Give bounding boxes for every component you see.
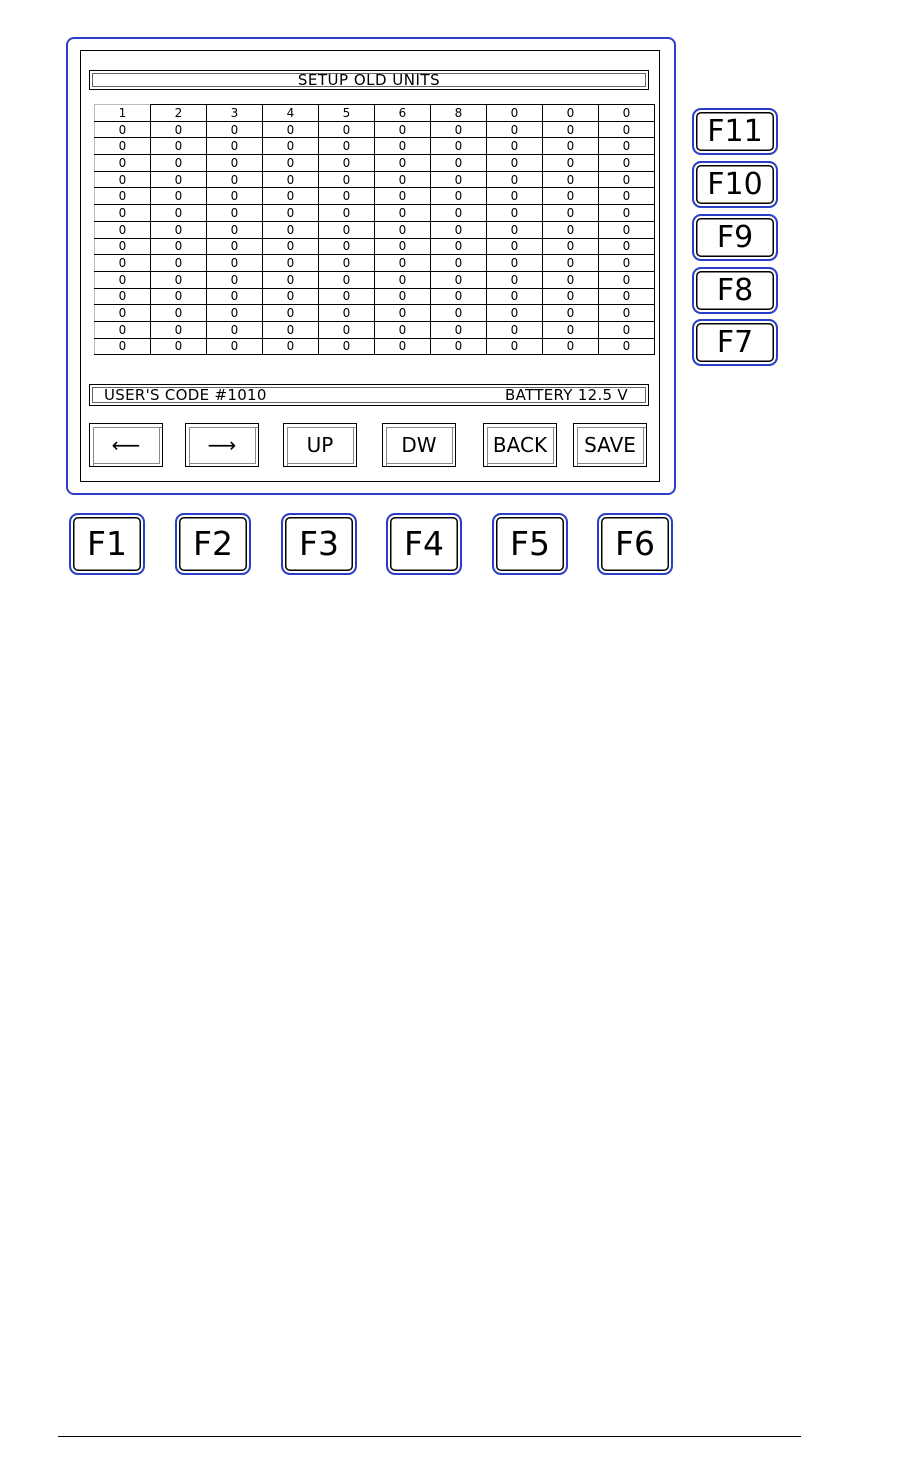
table-cell[interactable]: 0 xyxy=(431,155,487,172)
table-cell[interactable]: 0 xyxy=(263,321,319,338)
battery-label: BATTERY 12.5 V xyxy=(505,386,628,404)
table-row xyxy=(95,321,655,338)
table-cell[interactable]: 0 xyxy=(487,121,543,138)
table-cell[interactable]: 0 xyxy=(375,238,431,255)
table-cell[interactable]: 0 xyxy=(263,138,319,155)
table-cell[interactable]: 0 xyxy=(487,338,543,355)
table-cell[interactable]: 0 xyxy=(207,255,263,272)
table-cell[interactable]: 0 xyxy=(543,171,599,188)
table-cell[interactable]: 0 xyxy=(543,255,599,272)
f6-key[interactable]: F6 xyxy=(597,513,673,575)
table-cell[interactable]: 0 xyxy=(207,238,263,255)
table-cell[interactable]: 0 xyxy=(599,338,655,355)
table-cell[interactable]: 0 xyxy=(543,271,599,288)
table-header-row xyxy=(95,105,655,122)
table-cell[interactable]: 0 xyxy=(599,138,655,155)
column-header[interactable]: 2 xyxy=(151,105,207,122)
column-header[interactable]: 3 xyxy=(207,105,263,122)
table-cell[interactable]: 0 xyxy=(151,288,207,305)
table-cell[interactable]: 0 xyxy=(375,271,431,288)
table-row xyxy=(95,271,655,288)
column-header[interactable]: 1 xyxy=(95,105,151,122)
table-cell[interactable]: 0 xyxy=(487,288,543,305)
table-cell[interactable]: 0 xyxy=(207,121,263,138)
screen-title: SETUP OLD UNITS xyxy=(89,70,649,90)
table-cell[interactable]: 0 xyxy=(375,288,431,305)
column-header[interactable]: 6 xyxy=(375,105,431,122)
table-row xyxy=(95,205,655,222)
table-cell[interactable]: 0 xyxy=(263,338,319,355)
table-row xyxy=(95,171,655,188)
table-cell[interactable]: 0 xyxy=(151,205,207,222)
table-cell[interactable]: 0 xyxy=(599,271,655,288)
table-cell[interactable]: 0 xyxy=(319,205,375,222)
table-cell[interactable]: 0 xyxy=(263,305,319,322)
table-cell[interactable]: 0 xyxy=(599,221,655,238)
save-button[interactable]: SAVE xyxy=(573,423,647,467)
back-button[interactable]: BACK xyxy=(483,423,557,467)
table-cell[interactable]: 0 xyxy=(543,155,599,172)
table-cell[interactable]: 0 xyxy=(151,305,207,322)
table-cell[interactable]: 0 xyxy=(319,188,375,205)
table-cell[interactable]: 0 xyxy=(95,338,151,355)
table-cell[interactable]: 0 xyxy=(599,255,655,272)
table-cell[interactable]: 0 xyxy=(431,138,487,155)
table-cell[interactable]: 0 xyxy=(151,255,207,272)
table-row xyxy=(95,338,655,355)
f2-key[interactable]: F2 xyxy=(175,513,251,575)
table-cell[interactable]: 0 xyxy=(207,321,263,338)
table-row xyxy=(95,238,655,255)
table-cell[interactable]: 0 xyxy=(263,121,319,138)
table-cell[interactable]: 0 xyxy=(151,155,207,172)
column-header[interactable]: 5 xyxy=(319,105,375,122)
table-cell[interactable]: 0 xyxy=(431,271,487,288)
table-cell[interactable]: 0 xyxy=(431,321,487,338)
column-header[interactable]: 8 xyxy=(431,105,487,122)
table-cell[interactable]: 0 xyxy=(263,255,319,272)
table-cell[interactable]: 0 xyxy=(543,188,599,205)
table-cell[interactable]: 0 xyxy=(487,155,543,172)
table-cell[interactable]: 0 xyxy=(95,321,151,338)
table-cell[interactable]: 0 xyxy=(319,221,375,238)
table-cell[interactable]: 0 xyxy=(487,221,543,238)
table-cell[interactable]: 0 xyxy=(151,221,207,238)
table-cell[interactable]: 0 xyxy=(543,305,599,322)
table-cell[interactable]: 0 xyxy=(487,205,543,222)
table-cell[interactable]: 0 xyxy=(431,338,487,355)
f3-key[interactable]: F3 xyxy=(281,513,357,575)
table-cell[interactable]: 0 xyxy=(375,155,431,172)
table-cell[interactable]: 0 xyxy=(207,155,263,172)
table-cell[interactable]: 0 xyxy=(543,121,599,138)
table-cell[interactable]: 0 xyxy=(151,238,207,255)
table-cell[interactable]: 0 xyxy=(487,321,543,338)
table-cell[interactable]: 0 xyxy=(95,238,151,255)
table-cell[interactable]: 0 xyxy=(375,121,431,138)
table-cell[interactable]: 0 xyxy=(487,255,543,272)
table-row xyxy=(95,221,655,238)
table-cell[interactable]: 0 xyxy=(487,305,543,322)
table-cell[interactable]: 0 xyxy=(319,271,375,288)
table-cell[interactable]: 0 xyxy=(431,238,487,255)
f9-key[interactable]: F9 xyxy=(692,214,778,261)
table-row xyxy=(95,305,655,322)
left-arrow-button[interactable]: ⟵ xyxy=(89,423,163,467)
table-cell[interactable]: 0 xyxy=(319,155,375,172)
table-cell[interactable]: 0 xyxy=(151,171,207,188)
table-cell[interactable]: 0 xyxy=(319,255,375,272)
table-cell[interactable]: 0 xyxy=(375,338,431,355)
f10-key[interactable]: F10 xyxy=(692,161,778,208)
table-cell[interactable]: 0 xyxy=(599,238,655,255)
table-cell[interactable]: 0 xyxy=(319,321,375,338)
table-cell[interactable]: 0 xyxy=(95,221,151,238)
footer-rule xyxy=(58,1436,801,1437)
table-cell[interactable]: 0 xyxy=(95,255,151,272)
table-cell[interactable]: 0 xyxy=(375,188,431,205)
table-cell[interactable]: 0 xyxy=(599,288,655,305)
table-cell[interactable]: 0 xyxy=(263,171,319,188)
table-cell[interactable]: 0 xyxy=(263,155,319,172)
table-cell[interactable]: 0 xyxy=(431,121,487,138)
table-cell[interactable]: 0 xyxy=(95,288,151,305)
table-cell[interactable]: 0 xyxy=(487,138,543,155)
table-cell[interactable]: 0 xyxy=(95,171,151,188)
table-cell[interactable]: 0 xyxy=(543,205,599,222)
table-cell[interactable]: 0 xyxy=(431,305,487,322)
table-cell[interactable]: 0 xyxy=(95,205,151,222)
table-cell[interactable]: 0 xyxy=(95,305,151,322)
table-cell[interactable]: 0 xyxy=(599,188,655,205)
table-cell[interactable]: 0 xyxy=(599,171,655,188)
column-header[interactable]: 4 xyxy=(263,105,319,122)
table-row xyxy=(95,138,655,155)
table-cell[interactable]: 0 xyxy=(151,338,207,355)
table-cell[interactable]: 0 xyxy=(151,188,207,205)
table-cell[interactable]: 0 xyxy=(95,138,151,155)
f11-key[interactable]: F11 xyxy=(692,108,778,155)
table-cell[interactable]: 0 xyxy=(375,205,431,222)
table-cell[interactable]: 0 xyxy=(151,271,207,288)
column-header[interactable]: 0 xyxy=(487,105,543,122)
table-cell[interactable]: 0 xyxy=(207,221,263,238)
table-cell[interactable]: 0 xyxy=(431,188,487,205)
table-cell[interactable]: 0 xyxy=(487,171,543,188)
table-cell[interactable]: 0 xyxy=(543,321,599,338)
table-cell[interactable]: 0 xyxy=(319,305,375,322)
user-code-label: USER'S CODE #1010 xyxy=(104,386,267,404)
table-cell[interactable]: 0 xyxy=(375,321,431,338)
table-cell[interactable]: 0 xyxy=(543,338,599,355)
column-header[interactable]: 0 xyxy=(599,105,655,122)
table-cell[interactable]: 0 xyxy=(207,305,263,322)
units-table xyxy=(94,104,655,355)
table-cell[interactable]: 0 xyxy=(599,205,655,222)
f8-key[interactable]: F8 xyxy=(692,267,778,314)
table-row xyxy=(95,188,655,205)
table-cell[interactable]: 0 xyxy=(375,221,431,238)
table-cell[interactable]: 0 xyxy=(487,188,543,205)
table-cell[interactable]: 0 xyxy=(375,138,431,155)
table-cell[interactable]: 0 xyxy=(543,288,599,305)
table-cell[interactable]: 0 xyxy=(599,321,655,338)
table-cell[interactable]: 0 xyxy=(151,121,207,138)
table-cell[interactable]: 0 xyxy=(599,121,655,138)
table-cell[interactable]: 0 xyxy=(431,221,487,238)
table-cell[interactable]: 0 xyxy=(319,238,375,255)
table-cell[interactable]: 0 xyxy=(263,271,319,288)
table-cell[interactable]: 0 xyxy=(599,305,655,322)
table-cell[interactable]: 0 xyxy=(263,188,319,205)
table-cell[interactable]: 0 xyxy=(487,271,543,288)
table-row xyxy=(95,255,655,272)
table-row xyxy=(95,288,655,305)
table-cell[interactable]: 0 xyxy=(95,271,151,288)
table-cell[interactable]: 0 xyxy=(319,171,375,188)
right-arrow-button[interactable]: ⟶ xyxy=(185,423,259,467)
table-cell[interactable]: 0 xyxy=(95,188,151,205)
table-cell[interactable]: 0 xyxy=(319,121,375,138)
column-header[interactable]: 0 xyxy=(543,105,599,122)
up-button[interactable]: UP xyxy=(283,423,357,467)
table-cell[interactable]: 0 xyxy=(263,205,319,222)
table-cell[interactable]: 0 xyxy=(431,255,487,272)
table-cell[interactable]: 0 xyxy=(375,305,431,322)
table-cell[interactable]: 0 xyxy=(319,338,375,355)
f1-key[interactable]: F1 xyxy=(69,513,145,575)
down-button[interactable]: DW xyxy=(382,423,456,467)
table-cell[interactable]: 0 xyxy=(375,255,431,272)
table-cell[interactable]: 0 xyxy=(95,121,151,138)
table-cell[interactable]: 0 xyxy=(543,221,599,238)
table-cell[interactable]: 0 xyxy=(487,238,543,255)
table-cell[interactable]: 0 xyxy=(207,171,263,188)
table-cell[interactable]: 0 xyxy=(207,271,263,288)
table-cell[interactable]: 0 xyxy=(263,221,319,238)
f7-key[interactable]: F7 xyxy=(692,319,778,366)
table-cell[interactable]: 0 xyxy=(543,238,599,255)
table-cell[interactable]: 0 xyxy=(207,138,263,155)
table-row xyxy=(95,121,655,138)
table-row xyxy=(95,155,655,172)
table-cell[interactable]: 0 xyxy=(431,171,487,188)
table-cell[interactable]: 0 xyxy=(263,288,319,305)
table-cell[interactable]: 0 xyxy=(207,288,263,305)
f4-key[interactable]: F4 xyxy=(386,513,462,575)
table-cell[interactable]: 0 xyxy=(599,155,655,172)
table-cell[interactable]: 0 xyxy=(151,321,207,338)
table-cell[interactable]: 0 xyxy=(95,155,151,172)
table-cell[interactable]: 0 xyxy=(543,138,599,155)
table-cell[interactable]: 0 xyxy=(207,338,263,355)
table-cell[interactable]: 0 xyxy=(263,238,319,255)
table-cell[interactable]: 0 xyxy=(151,138,207,155)
status-bar xyxy=(89,384,649,406)
table-cell[interactable]: 0 xyxy=(207,205,263,222)
table-cell[interactable]: 0 xyxy=(319,288,375,305)
f5-key[interactable]: F5 xyxy=(492,513,568,575)
table-cell[interactable]: 0 xyxy=(431,288,487,305)
table-cell[interactable]: 0 xyxy=(375,171,431,188)
table-cell[interactable]: 0 xyxy=(207,188,263,205)
table-cell[interactable]: 0 xyxy=(431,205,487,222)
table-cell[interactable]: 0 xyxy=(319,138,375,155)
